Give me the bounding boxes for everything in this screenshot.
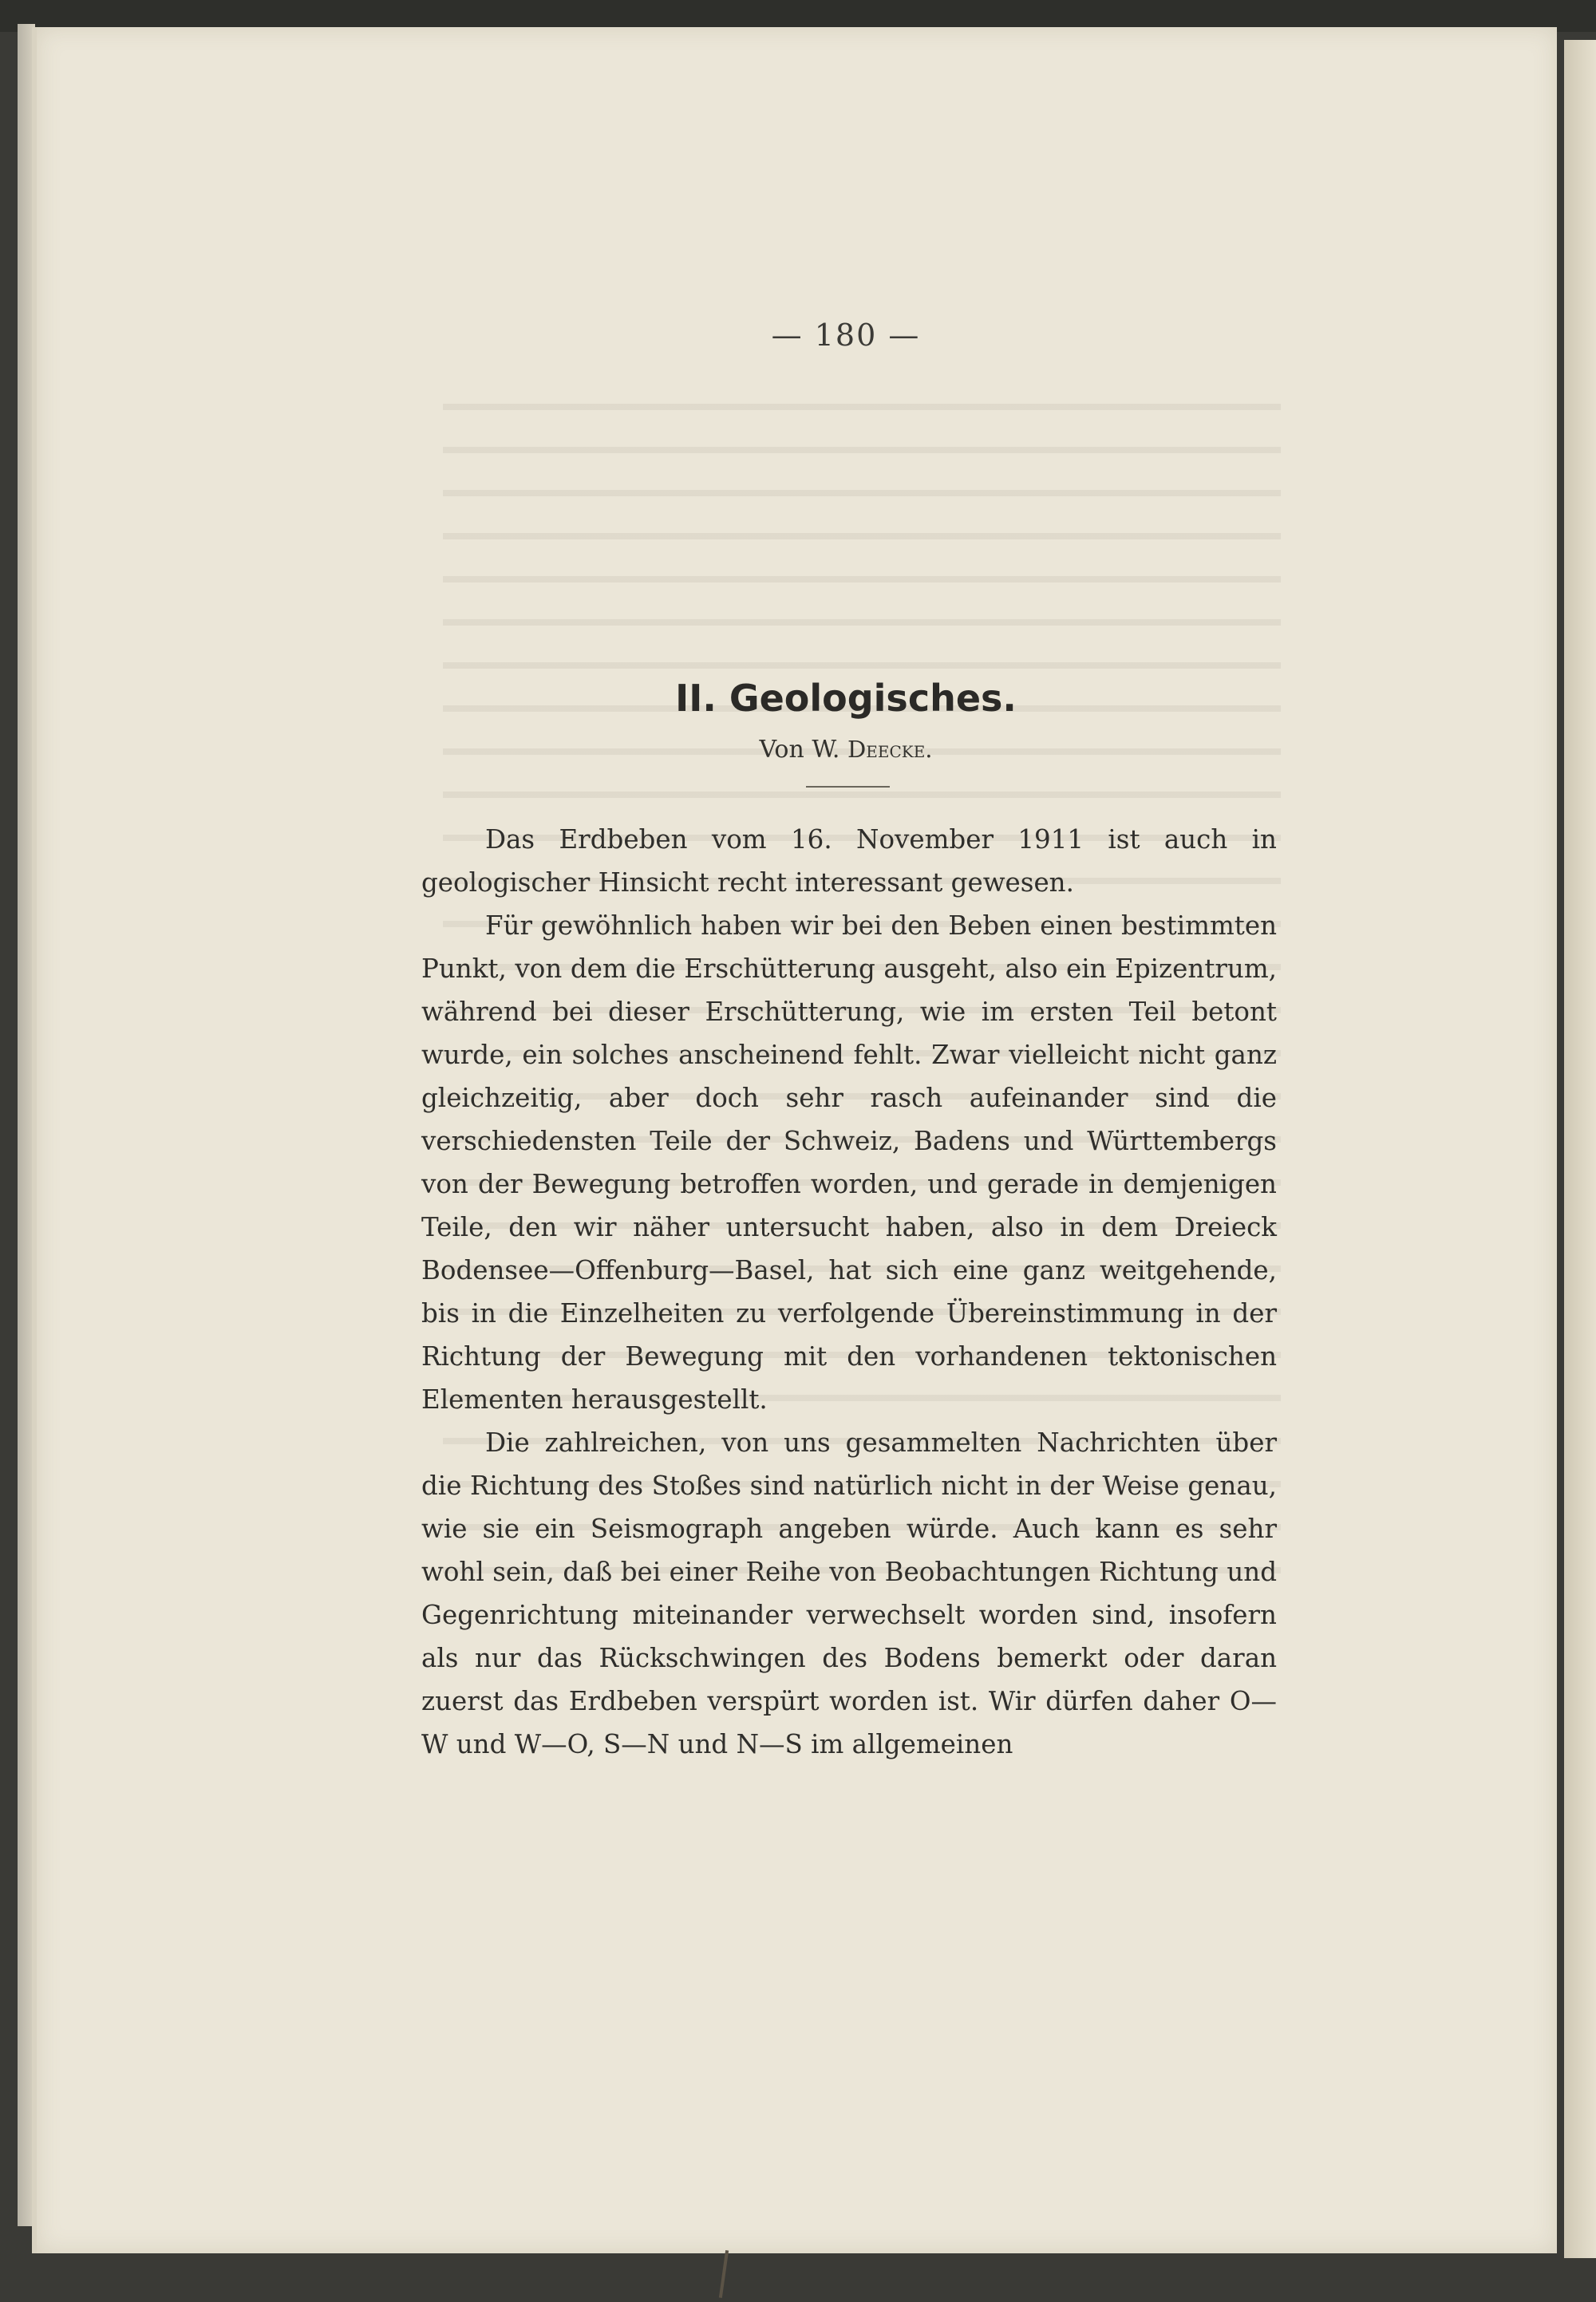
byline-divider	[806, 786, 890, 788]
byline-author: Deecke.	[847, 736, 933, 763]
paragraph: Die zahlreichen, von uns gesammelten Nachrichten über die Richtung des Stoßes sind natürlich nicht in der Weise genau, wie sie ein Seismograph angeben würde. Auch kann es sehr wohl sein, daß bei einer Reihe von Beobachtungen Richtung und Gegenrichtung miteinander verwechselt worden sind, insofern als nur das Rückschwingen des Bodens bemerkt oder daran zuerst das Erdbeben verspürt worden ist. Wir dürfen daher O—W und W—O, S—N und N—S im allgemeinen	[421, 1427, 1277, 1759]
next-page-edge	[1564, 40, 1596, 2258]
byline	[638, 736, 1053, 764]
body-text	[421, 818, 1277, 1766]
paragraph: Das Erdbeben vom 16. November 1911 ist auch in geologischer Hinsicht recht interessant gewesen.	[421, 824, 1277, 898]
section-title: II. Geologisches.	[675, 677, 1017, 720]
paper-crease	[719, 2250, 729, 2298]
page-number: — 180 —	[771, 318, 921, 353]
paragraph: Für gewöhnlich haben wir bei den Beben einen bestimmten Punkt, von dem die Erschütterung ausgeht, also ein Epizentrum, während bei dieser Erschütterung, wie im ersten Teil betont wurde, ein solches anscheinend fehlt. Zwar vielleicht nicht ganz gleichzeitig, aber doch sehr rasch aufeinander sind die verschiedensten Teile der Schweiz, Badens und Württembergs von der Bewegung betroffen worden, und gerade in demjenigen Teile, den wir näher untersucht haben, also in dem Dreieck Bodensee—Offenburg—Basel, hat sich eine ganz weitgehende, bis in die Einzelheiten zu verfolgende Übereinstimmung in der Richtung der Bewegung mit den vorhandenen tektonischen Elementen herausgestellt.	[421, 910, 1277, 1415]
byline-prefix: Von W.	[759, 736, 840, 764]
